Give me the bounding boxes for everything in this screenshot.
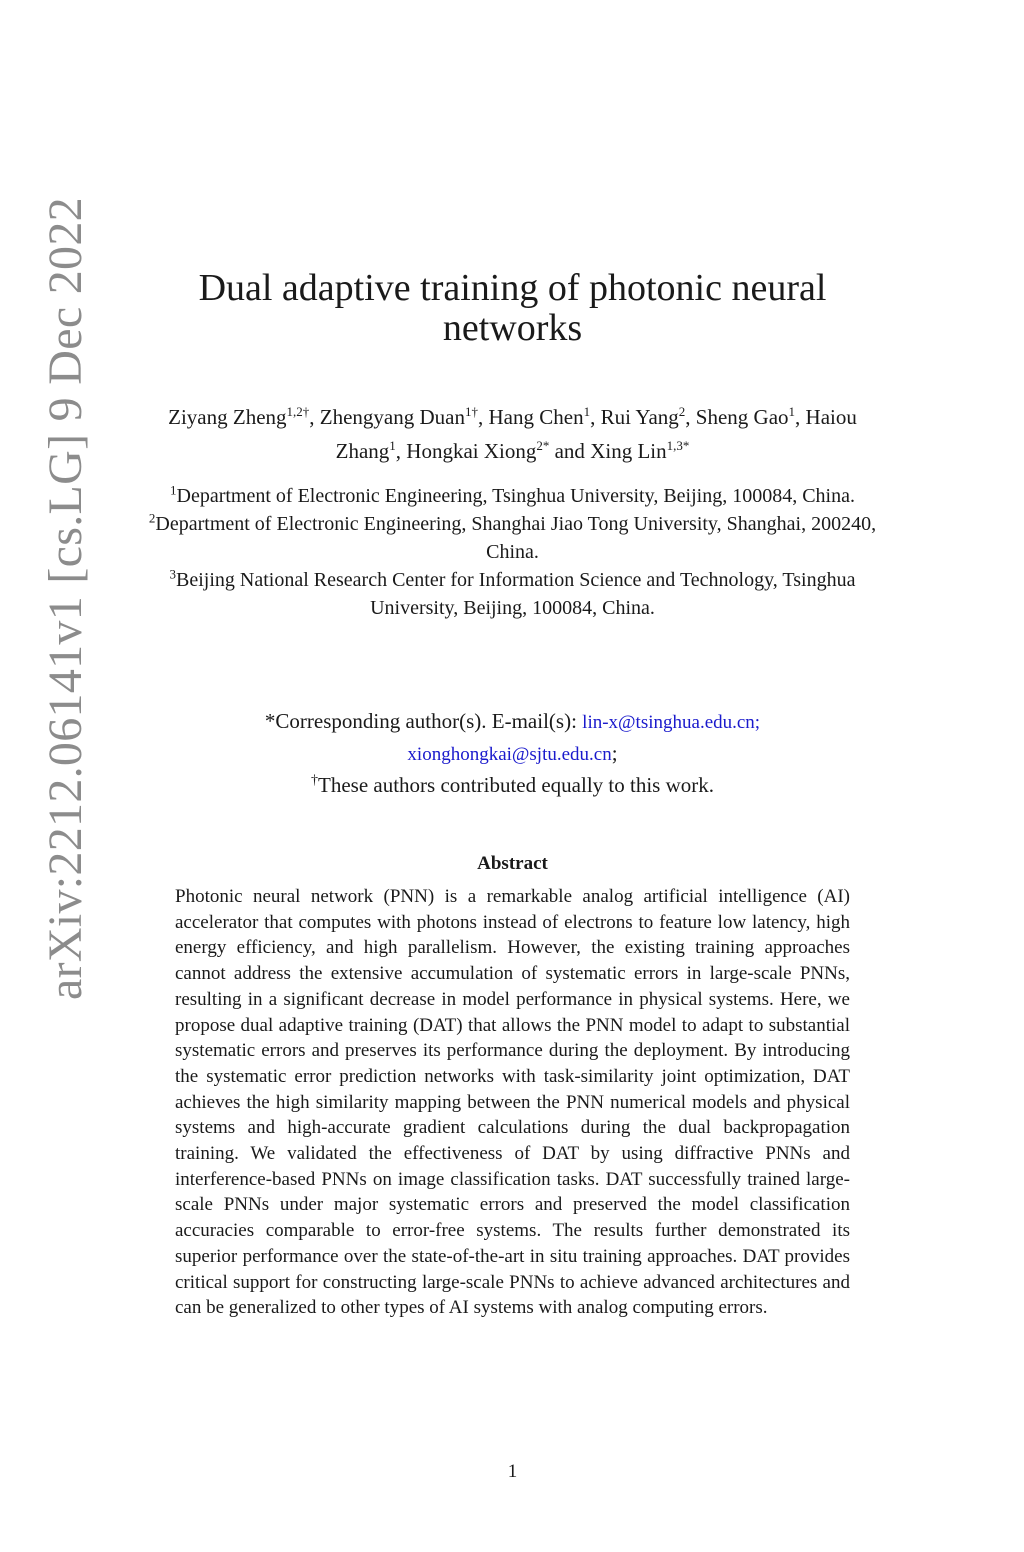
- author: Rui Yang$^2$,: [600, 404, 696, 429]
- author: Xing Lin$^{1,3*}$: [590, 438, 690, 463]
- affiliation: $^2$Department of Electronic Engineering, Shanghai Jiao Tong University, Shanghai, 200240, China.: [148, 510, 877, 563]
- paper-page: [140, 0, 885, 1552]
- email-link-xiong[interactable]: xionghongkai@sjtu.edu.cn: [407, 744, 612, 765]
- arxiv-identifier: arXiv:2212.06141v1 [cs.LG] 9 Dec 2022: [39, 197, 92, 1000]
- corresponding-label: *Corresponding author(s). E-mail(s):: [264, 709, 583, 733]
- author: Hang Chen$^1$,: [488, 404, 601, 429]
- author: Sheng Gao$^1$,: [695, 404, 806, 429]
- affiliation: $^3$Beijing National Research Center for Information Science and Technology, Tsinghua University, Beijing, 100084, China.: [169, 566, 856, 619]
- corresponding-authors-cont: xionghongkai@sjtu.edu.cn;: [407, 741, 618, 765]
- dagger-marker: †: [311, 773, 318, 788]
- email-link-lin[interactable]: lin-x@tsinghua.edu.cn;: [582, 712, 761, 733]
- author: Haiou Zhang$^1$,: [335, 405, 857, 463]
- page-number: 1: [507, 1461, 518, 1482]
- affiliation-list: [140, 482, 885, 622]
- abstract-text: Photonic neural network (PNN) is a remarkable analog artificial intelligence (AI) accelerator that computes with photons instead of electrons to feature low latency, high energy efficiency, and high parallelism. However, the existing training approaches cannot address the extensive accumulation of systematic errors in large-scale PNNs, resulting in a significant decrease in model performance in physical systems. Here, we propose dual adaptive training (DAT) that allows the PNN model to adapt to substantial systematic errors and preserves its performance during the deployment. By introducing the systematic error prediction networks with task-similarity joint optimization, DAT achieves the high similarity mapping between the PNN numerical models and physical systems and high-accurate gradient calculations during the dual backpropagation training. We validated the effectiveness of DAT by using diffractive PNNs and interference-based PNNs on image classification tasks. DAT successfully trained large-scale PNNs under major systematic errors and preserved the model classification accuracies comparable to error-free systems. The results further demonstrated its superior performance over the state-of-the-art in situ training approaches. DAT provides critical support for constructing large-scale PNNs to achieve advanced architectures and can be generalized to other types of AI systems with analog computing errors.: [175, 886, 850, 1319]
- author-list: [140, 400, 885, 468]
- author: Zhengyang Duan$^{1\dagger}$,: [319, 404, 489, 429]
- corresponding-authors: [140, 706, 885, 738]
- paper-title: Dual adaptive training of photonic neural networks: [198, 267, 827, 349]
- equal-contribution-note: †These authors contributed equally to this work.: [311, 773, 714, 797]
- author: Hongkai Xiong$^{2*}$ and: [406, 438, 591, 463]
- correspondence-block: [140, 706, 885, 800]
- abstract-heading: Abstract: [477, 853, 548, 874]
- affiliation: $^1$Department of Electronic Engineering, Tsinghua University, Beijing, 100084, China.: [170, 482, 855, 507]
- author: Ziyang Zheng$^{1,2\dagger}$,: [168, 404, 320, 429]
